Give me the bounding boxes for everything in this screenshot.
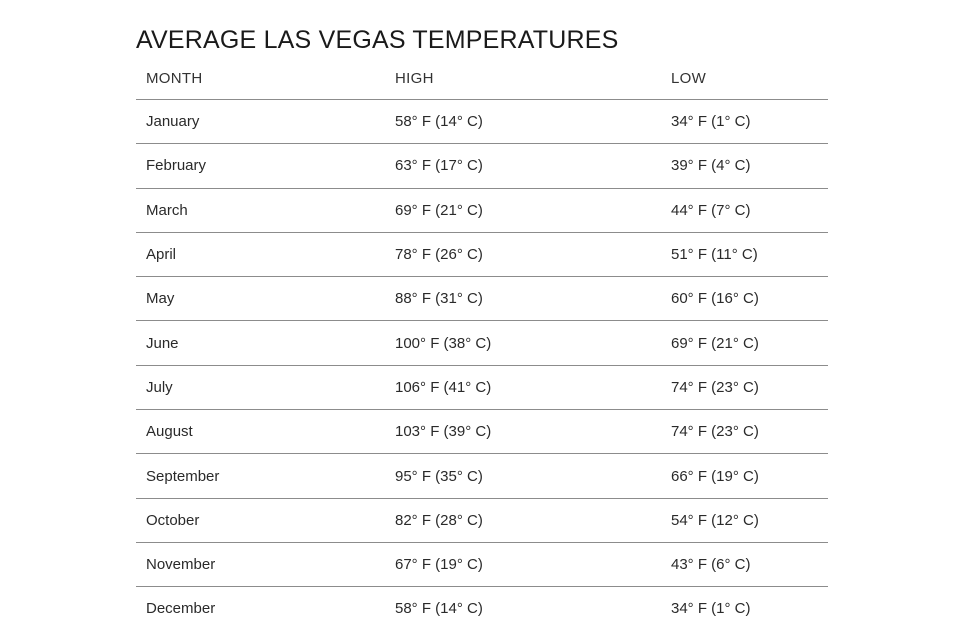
table-row — [136, 543, 828, 587]
low-cell: 39° F (4° C) — [671, 157, 751, 175]
page-title: AVERAGE LAS VEGAS TEMPERATURES — [136, 26, 619, 54]
table-row — [136, 499, 828, 543]
month-cell: August — [146, 423, 193, 441]
high-cell: 69° F (21° C) — [395, 201, 483, 219]
low-cell: 74° F (23° C) — [671, 423, 759, 441]
low-cell: 51° F (11° C) — [671, 246, 758, 264]
high-cell: 88° F (31° C) — [395, 290, 483, 308]
high-cell: 103° F (39° C) — [395, 423, 492, 441]
table-row — [136, 454, 828, 498]
high-cell: 78° F (26° C) — [395, 246, 483, 264]
low-cell: 66° F (19° C) — [671, 467, 759, 485]
table-row — [136, 587, 828, 630]
low-cell: 74° F (23° C) — [671, 378, 759, 396]
month-cell: November — [146, 556, 216, 574]
table-row — [136, 144, 828, 188]
high-cell: 82° F (28° C) — [395, 511, 483, 529]
month-cell: May — [146, 290, 175, 308]
low-cell: 60° F (16° C) — [671, 290, 759, 308]
table-row — [136, 366, 828, 410]
header-high: HIGH — [395, 70, 434, 87]
low-cell: 54° F (12° C) — [671, 511, 759, 529]
table-row — [136, 233, 828, 277]
table-body — [136, 100, 828, 631]
low-cell: 44° F (7° C) — [671, 201, 751, 219]
table-row — [136, 100, 828, 144]
table-row — [136, 410, 828, 454]
high-cell: 100° F (38° C) — [395, 334, 492, 352]
high-cell: 58° F (14° C) — [395, 600, 483, 618]
high-cell: 63° F (17° C) — [395, 157, 483, 175]
low-cell: 34° F (1° C) — [671, 600, 751, 618]
month-cell: January — [146, 113, 200, 131]
month-cell: April — [146, 246, 177, 264]
high-cell: 106° F (41° C) — [395, 378, 492, 396]
low-cell: 43° F (6° C) — [671, 556, 751, 574]
month-cell: October — [146, 511, 200, 529]
month-cell: December — [146, 600, 216, 618]
table-row — [136, 189, 828, 233]
high-cell: 67° F (19° C) — [395, 556, 483, 574]
high-cell: 95° F (35° C) — [395, 467, 483, 485]
month-cell: July — [146, 378, 173, 396]
table-row — [136, 277, 828, 321]
temperature-table-container — [136, 22, 828, 631]
month-cell: September — [146, 467, 220, 485]
low-cell: 69° F (21° C) — [671, 334, 759, 352]
low-cell: 34° F (1° C) — [671, 113, 751, 131]
month-cell: June — [146, 334, 179, 352]
table-row — [136, 321, 828, 365]
header-month: MONTH — [146, 70, 203, 87]
header-low: LOW — [671, 70, 707, 87]
table-header — [136, 58, 828, 100]
month-cell: February — [146, 157, 207, 175]
high-cell: 58° F (14° C) — [395, 113, 483, 131]
month-cell: March — [146, 201, 188, 219]
